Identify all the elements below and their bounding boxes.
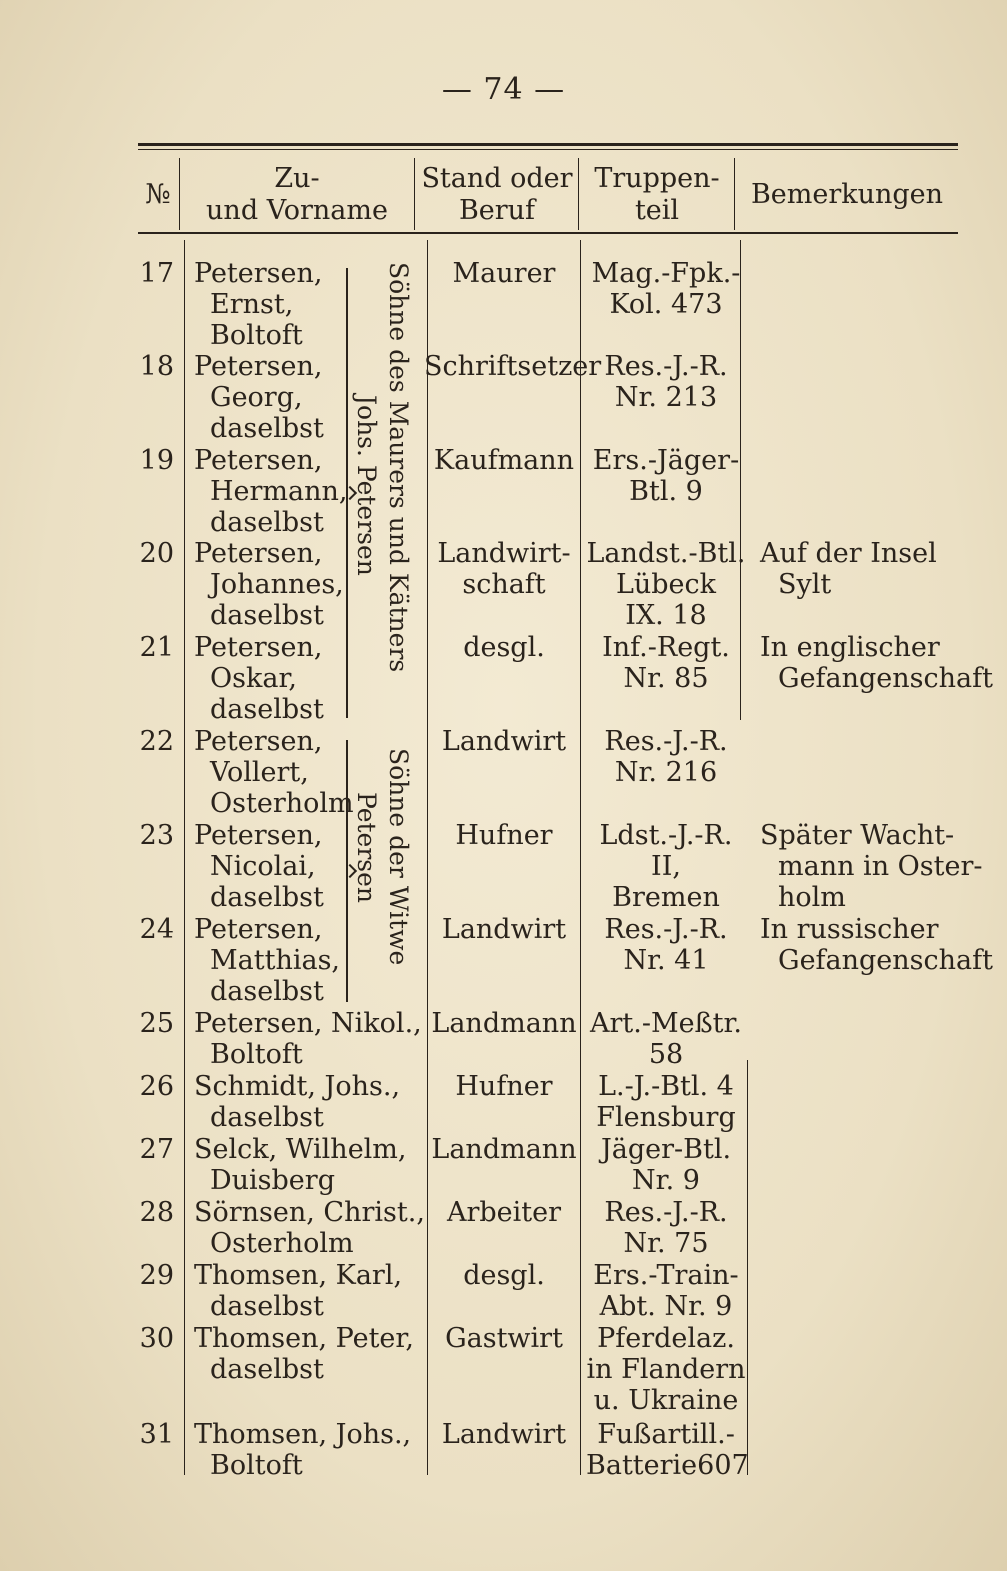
page-number: — 74 —: [441, 72, 566, 107]
row-name-line: Petersen,: [194, 351, 323, 382]
row-name: [194, 1197, 425, 1259]
row-number-line: 19: [139, 445, 174, 476]
header-beruf: Stand oder Beruf: [421, 163, 573, 226]
row-name: [194, 1260, 402, 1322]
row-beruf: [424, 1071, 584, 1102]
row-name-line: Selck, Wilhelm,: [194, 1134, 407, 1165]
row-truppenteil-line: L.-J.-Btl. 4: [598, 1071, 734, 1102]
row-truppenteil-line: Nr. 216: [614, 757, 718, 788]
row-beruf: [424, 632, 584, 663]
row-truppenteil-line: Nr. 75: [623, 1228, 709, 1259]
row-name-line: Nicolai,: [210, 851, 316, 882]
row-name-line: Oskar,: [210, 663, 297, 694]
row-truppenteil-line: Res.-J.-R.: [604, 914, 728, 945]
row-truppenteil: [586, 445, 746, 507]
row-bemerkung-line: mann in Oster-: [778, 851, 983, 882]
row-name-line: daselbst: [210, 413, 324, 444]
row-beruf-line: schaft: [462, 569, 546, 600]
row-name: [194, 258, 322, 351]
row-number: [138, 726, 174, 757]
row-name-line: Petersen,: [194, 632, 323, 663]
group-label-1: Söhne des Maurers und Kätners: [384, 262, 413, 673]
row-name-line: Thomsen, Peter,: [194, 1323, 414, 1354]
col-divider: [734, 158, 735, 230]
row-name-line: Petersen,: [194, 538, 323, 569]
row-beruf-line: desgl.: [463, 1260, 545, 1291]
row-bemerkung: [760, 914, 993, 976]
header-bemerkungen: Bemerkungen: [750, 179, 944, 210]
row-beruf: [424, 1260, 584, 1291]
row-truppenteil: [586, 1323, 746, 1416]
group-label-2: Söhne der Witwe: [384, 748, 413, 966]
row-name-line: Petersen,: [194, 258, 323, 289]
row-number-line: 27: [139, 1134, 174, 1165]
row-number-line: 23: [139, 820, 174, 851]
row-number-line: 31: [139, 1419, 174, 1450]
row-truppenteil: [586, 1197, 746, 1259]
row-truppenteil-line: Bremen: [612, 882, 720, 913]
row-number: [138, 1134, 174, 1165]
row-name: [194, 1323, 414, 1385]
row-name-line: Osterholm: [210, 788, 354, 819]
row-number: [138, 445, 174, 476]
row-number-line: 21: [139, 632, 174, 663]
top-rule: [138, 143, 958, 150]
row-beruf: [424, 445, 584, 476]
row-number-line: 28: [139, 1197, 174, 1228]
row-name: [194, 726, 354, 819]
row-truppenteil: [586, 258, 746, 320]
row-number-line: 20: [139, 538, 174, 569]
header-rule: [138, 232, 958, 234]
row-truppenteil-line: in Flandern: [586, 1354, 746, 1385]
row-name-line: Osterholm: [210, 1228, 354, 1259]
row-truppenteil-line: Ers.-Jäger-: [592, 445, 740, 476]
row-truppenteil-line: Landst.-Btl.: [586, 538, 746, 569]
row-truppenteil-line: Art.-Meßtr.: [590, 1008, 742, 1039]
row-name-line: Matthias,: [210, 945, 341, 976]
row-beruf: [424, 1134, 584, 1165]
row-bemerkung: [760, 820, 983, 913]
row-truppenteil-line: Kol. 473: [609, 289, 723, 320]
row-truppenteil-line: Res.-J.-R.: [604, 351, 728, 382]
row-truppenteil-line: IX. 18: [625, 600, 707, 631]
row-truppenteil-line: Lübeck: [615, 569, 717, 600]
row-number: [138, 1197, 174, 1228]
row-truppenteil-line: Flensburg: [596, 1102, 736, 1133]
row-beruf-line: Landmann: [431, 1134, 577, 1165]
row-truppenteil-line: Fußartill.-: [597, 1419, 735, 1450]
row-name-line: Boltoft: [210, 1450, 303, 1481]
row-name: [194, 1134, 407, 1196]
row-name-line: Duisberg: [210, 1165, 335, 1196]
row-name-line: Petersen,: [194, 445, 323, 476]
row-name-line: Petersen,: [194, 820, 323, 851]
row-beruf-line: Schriftsetzer: [424, 351, 602, 382]
col-divider: [179, 158, 180, 230]
row-name-line: Thomsen, Johs.,: [194, 1419, 412, 1450]
row-name-line: daselbst: [210, 882, 324, 913]
row-bemerkung-line: In russischer: [760, 914, 939, 945]
row-truppenteil-line: Btl. 9: [629, 476, 703, 507]
row-number-line: 26: [139, 1071, 174, 1102]
row-number-line: 29: [139, 1260, 174, 1291]
row-bemerkung-line: In englischer: [760, 632, 940, 663]
row-truppenteil: [586, 726, 746, 788]
row-truppenteil-line: II,: [651, 851, 681, 882]
row-beruf-line: Hufner: [455, 1071, 553, 1102]
row-truppenteil: [586, 914, 746, 976]
row-bemerkung-line: holm: [778, 882, 846, 913]
row-bemerkung-line: Auf der Insel: [760, 538, 937, 569]
header-truppenteil: Truppen- teil: [594, 163, 720, 226]
header-name: Zu- und Vorname: [206, 163, 388, 226]
row-name: [194, 914, 340, 1007]
row-beruf-line: Kaufmann: [433, 445, 575, 476]
row-beruf-line: Gastwirt: [445, 1323, 563, 1354]
row-name-line: Petersen,: [194, 914, 323, 945]
col-divider: [578, 158, 579, 230]
row-number: [138, 258, 174, 289]
row-beruf: [424, 820, 584, 851]
row-number: [138, 1260, 174, 1291]
row-truppenteil: [586, 1260, 746, 1322]
row-beruf-line: Landwirt: [441, 914, 567, 945]
row-truppenteil: [586, 538, 746, 631]
row-truppenteil-line: Nr. 41: [623, 945, 709, 976]
row-truppenteil-line: Mag.-Fpk.-: [591, 258, 741, 289]
row-beruf: [424, 914, 584, 945]
row-truppenteil-line: Abt. Nr. 9: [599, 1291, 733, 1322]
row-name-line: Boltoft: [210, 320, 303, 351]
row-name-line: daselbst: [210, 1354, 324, 1385]
row-number-line: 17: [139, 258, 174, 289]
row-beruf: [424, 1197, 584, 1228]
row-number: [138, 1071, 174, 1102]
row-name-line: Vollert,: [210, 757, 309, 788]
row-truppenteil-line: Inf.-Regt.: [602, 632, 730, 663]
row-beruf: [424, 1323, 584, 1354]
col-divider: [184, 240, 185, 1475]
row-truppenteil: [586, 1071, 746, 1133]
group-label-1b: Johs. Petersen: [352, 395, 381, 576]
row-number: [138, 1323, 174, 1354]
row-bemerkung-line: Gefangenschaft: [778, 945, 993, 976]
row-name-line: Schmidt, Johs.,: [194, 1071, 401, 1102]
row-truppenteil: [586, 351, 746, 413]
row-name-line: Georg,: [210, 382, 303, 413]
row-name-line: daselbst: [210, 976, 324, 1007]
row-beruf: [424, 538, 584, 600]
row-name-line: Petersen,: [194, 726, 323, 757]
col-divider: [414, 158, 415, 230]
row-beruf-line: Landwirt-: [437, 538, 571, 569]
row-name: [194, 1071, 400, 1133]
row-name-line: Boltoft: [210, 1039, 303, 1070]
row-name-line: Hermann,: [210, 476, 348, 507]
row-name-line: Ernst,: [210, 289, 294, 320]
row-truppenteil: [586, 1419, 749, 1481]
row-number-line: 22: [139, 726, 174, 757]
row-name-line: Sörnsen, Christ.,: [194, 1197, 425, 1228]
row-truppenteil-line: 58: [648, 1039, 684, 1070]
row-name-line: Thomsen, Karl,: [194, 1260, 403, 1291]
group-label-2b: Petersen: [352, 792, 381, 904]
row-truppenteil: [586, 1134, 746, 1196]
row-beruf-line: Hufner: [455, 820, 553, 851]
row-truppenteil-line: Batterie607: [586, 1450, 749, 1481]
row-number-line: 25: [139, 1008, 174, 1039]
row-number: [138, 820, 174, 851]
row-beruf: [424, 258, 584, 289]
row-beruf-line: Landwirt: [441, 1419, 567, 1450]
row-number: [138, 1008, 174, 1039]
row-truppenteil-line: Nr. 9: [632, 1165, 700, 1196]
row-beruf: [424, 351, 602, 382]
row-truppenteil-line: Ldst.-J.-R.: [599, 820, 733, 851]
row-name: [194, 632, 324, 725]
row-name-line: daselbst: [210, 1102, 324, 1133]
row-number: [138, 351, 174, 382]
row-bemerkung-line: Später Wacht-: [760, 820, 955, 851]
header-nr: №: [145, 179, 171, 210]
row-truppenteil-line: Res.-J.-R.: [604, 726, 728, 757]
row-bemerkung: [760, 538, 970, 600]
row-beruf: [424, 1008, 584, 1039]
row-truppenteil: [586, 1008, 746, 1070]
row-name-line: daselbst: [210, 1291, 324, 1322]
row-name: [194, 538, 344, 631]
row-beruf-line: desgl.: [463, 632, 545, 663]
row-truppenteil: [586, 820, 746, 913]
row-beruf-line: Landwirt: [441, 726, 567, 757]
row-name: [194, 1419, 411, 1481]
row-beruf-line: Maurer: [452, 258, 556, 289]
row-name-line: daselbst: [210, 694, 324, 725]
row-name: [194, 445, 348, 538]
row-truppenteil-line: Nr. 213: [614, 382, 718, 413]
row-name-line: daselbst: [210, 507, 324, 538]
row-name-line: Petersen, Nikol.,: [194, 1008, 422, 1039]
row-number: [138, 538, 174, 569]
row-truppenteil-line: Ers.-Train-: [593, 1260, 739, 1291]
row-name-line: daselbst: [210, 600, 324, 631]
row-number-line: 30: [139, 1323, 174, 1354]
row-number: [138, 1419, 174, 1450]
row-beruf: [424, 726, 584, 757]
row-truppenteil-line: Jäger-Btl.: [600, 1134, 732, 1165]
row-bemerkung-line: Sylt: [778, 569, 832, 600]
row-beruf: [424, 1419, 584, 1450]
row-bemerkung-line: Gefangenschaft: [778, 663, 993, 694]
col-divider: [747, 1060, 748, 1475]
row-truppenteil-line: u. Ukraine: [593, 1385, 739, 1416]
row-truppenteil-line: Res.-J.-R.: [604, 1197, 728, 1228]
row-name-line: Johannes,: [210, 569, 344, 600]
row-beruf-line: Landmann: [431, 1008, 577, 1039]
row-number-line: 18: [139, 351, 174, 382]
row-truppenteil-line: Nr. 85: [623, 663, 709, 694]
row-name: [194, 820, 324, 913]
row-number-line: 24: [139, 914, 174, 945]
row-beruf-line: Arbeiter: [446, 1197, 562, 1228]
row-truppenteil-line: Pferdelaz.: [597, 1323, 735, 1354]
row-name: [194, 1008, 422, 1070]
row-number: [138, 914, 174, 945]
row-truppenteil: [586, 632, 746, 694]
row-bemerkung: [760, 632, 993, 694]
row-name: [194, 351, 324, 444]
row-number: [138, 632, 174, 663]
